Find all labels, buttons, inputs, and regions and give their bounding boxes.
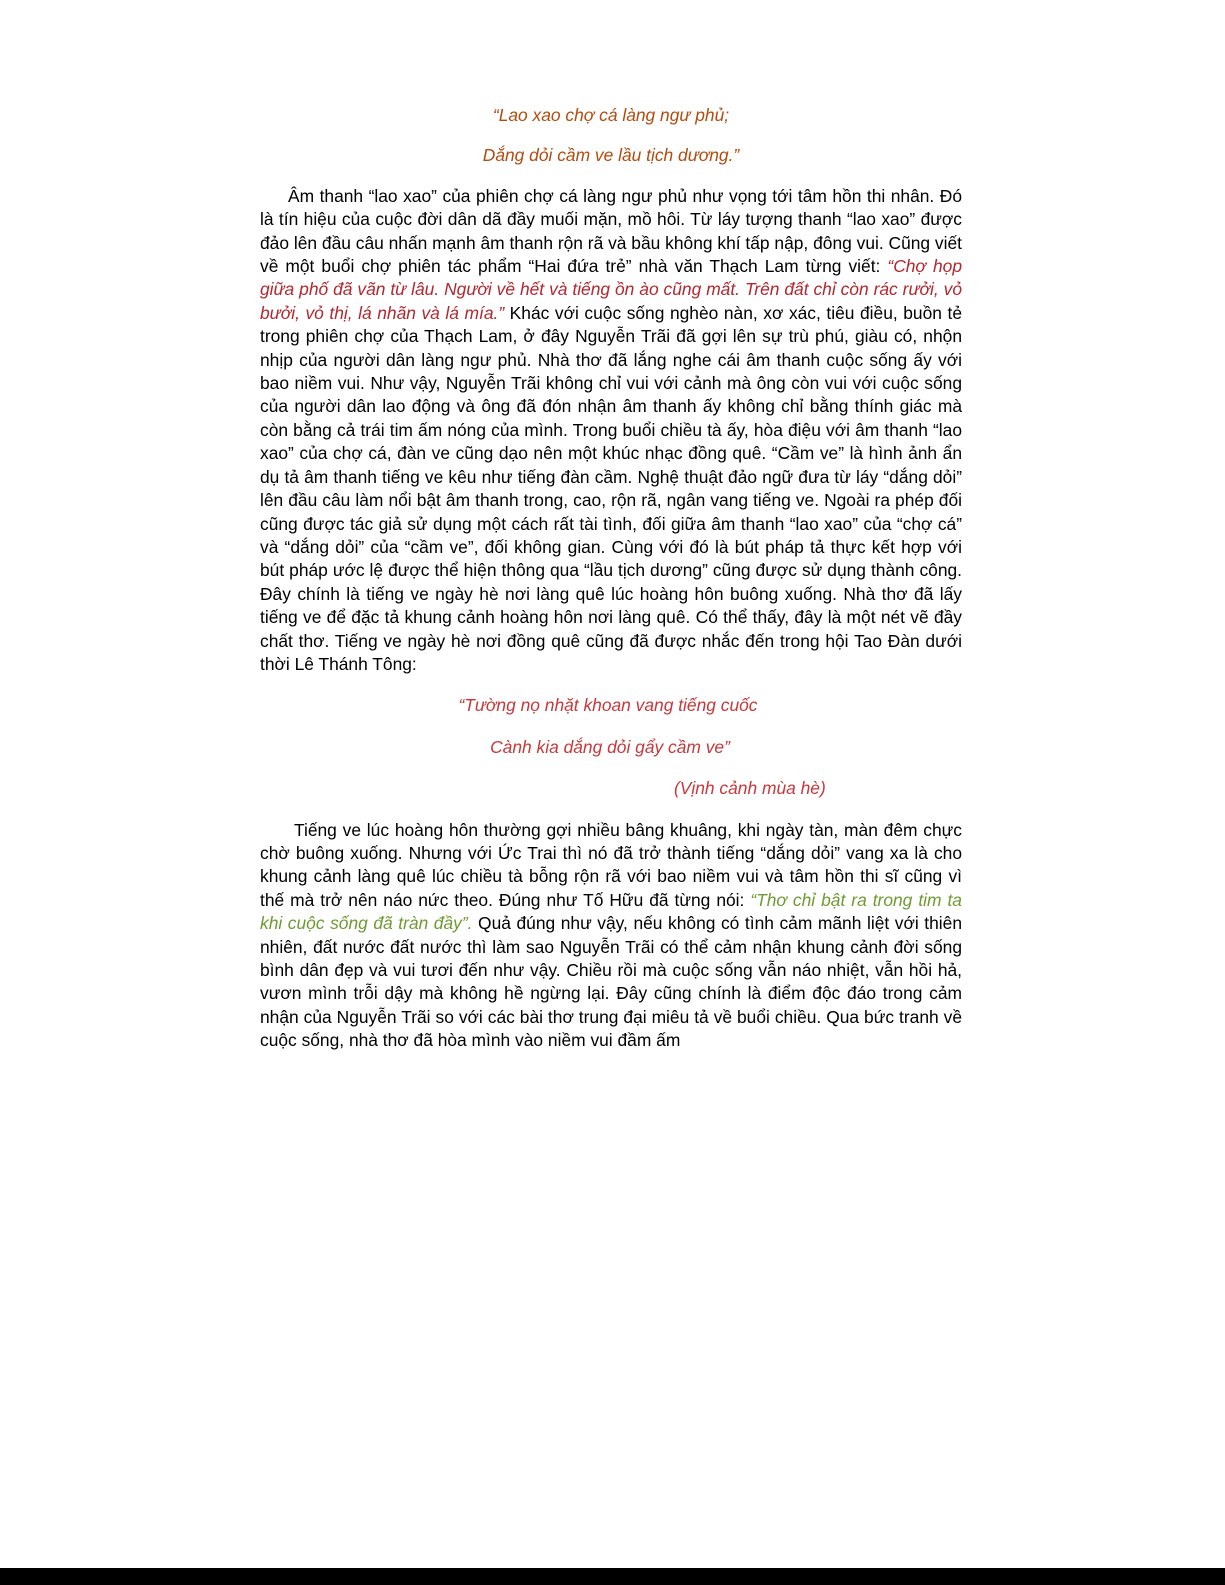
paragraph-2-text-a: Tiếng ve lúc hoàng hôn thường gợi nhiều bâng khuâng, khi ngày tàn, màn đêm chực chờ buông xuống. Nhưng với Ức Trai thì nó đã trở thành tiếng “dắng dỏi” vang xa là cho khung cảnh làng quê lúc chiều tà bỗng rộn rã với bao niềm vui và tâm hồn thi sĩ cũng vì thế mà trở nên náo nức theo. Đúng như Tố Hữu đã từng nói: [260, 819, 962, 910]
verse-top-line-1: “Lao xao chợ cá làng ngư phủ; [492, 105, 730, 125]
spacer [260, 127, 962, 144]
paragraph-2-text-b: Quả đúng như vậy, nếu không có tình cảm mãnh liệt với thiên nhiên, đất nước đất nước thì làm sao Nguyễn Trãi có thể cảm nhận khung cảnh đời sống bình dân đẹp và vui tươi đến như vậy. Chiều rồi mà cuộc sống vẫn náo nhiệt, vẫn hồi hả, vươn mình trỗi dậy mà không hề ngừng lại. Đây cũng chính là điểm độc đáo trong cảm nhận của Nguyễn Trãi so với các bài thơ trung đại miêu tả về buổi chiều. Qua bức tranh về cuộc sống, nhà thơ đã hòa mình vào niềm vui đầm ấm [260, 913, 962, 1051]
spacer [260, 759, 962, 777]
spacer [260, 718, 962, 736]
spacer [260, 676, 962, 694]
paragraph-1-text-b: Khác với cuộc sống nghèo nàn, xơ xác, tiêu điều, buồn tẻ trong phiên chợ của Thạch Lam, ở đây Nguyễn Trãi đã gợi lên sự trù phú, giàu có, nhộn nhịp của người dân làng ngư phủ. Nhà thơ đã lắng nghe cái âm thanh cuộc sống ấy với bao niềm vui. Như vậy, Nguyễn Trãi không chỉ vui với cảnh mà ông còn vui với cuộc sống của người dân lao động và ông đã đón nhận âm thanh ấy không chỉ bằng thính giác mà còn bằng cả trái tim ấm nóng của mình. Trong buổi chiều tà ấy, hòa điệu với âm thanh “lao xao” của chợ cá, đàn ve cũng dạo nên một khúc nhạc đồng quê. “Cầm ve” là hình ảnh ẩn dụ tả âm thanh tiếng ve kêu như tiếng đàn cầm. Nghệ thuật đảo ngữ đưa từ láy “dắng dỏi” lên đầu câu làm nổi bật âm thanh trong, cao, rộn rã, ngân vang tiếng ve. Ngoài ra phép đối cũng được tác giả sử dụng một cách rất tài tình, đối giữa âm thanh “lao xao” của “chợ cá” và “dắng dỏi” của “cầm ve”, đối không gian. Cùng với đó là bút pháp tả thực kết hợp với bút pháp ước lệ được thể hiện thông qua “lầu tịch dương” cũng được sử dụng thành công. Đây chính là tiếng ve ngày hè nơi làng quê lúc hoàng hôn buông xuống. Nhà thơ đã lấy tiếng ve để đặc tả khung cảnh hoàng hôn nơi làng quê. Có thể thấy, đây là một nét vẽ đầy chất thơ. Tiếng ve ngày hè nơi đồng quê cũng đã được nhắc đến trong hội Tao Đàn dưới thời Lê Thánh Tông: [260, 302, 963, 674]
verse-middle-line-2: Cành kia dắng dỏi gẩy cầm ve” [490, 736, 730, 757]
paragraph-1 [260, 185, 962, 677]
verse-source: (Vịnh cảnh mùa hè) [674, 778, 826, 799]
paragraph-1-text-a: Âm thanh “lao xao” của phiên chợ cá làng ngư phủ như vọng tới tâm hồn thi nhân. Đó là tín hiệu của cuộc đời dân dã đầy muối mặn, mồ hôi. Từ láy tượng thanh “lao xao” được đảo lên đầu câu nhấn mạnh âm thanh rộn rã và bầu không khí tấp nập, đông vui. Cũng viết về một buổi chợ phiên tác phẩm “Hai đứa trẻ” nhà văn Thạch Lam từng viết: [260, 185, 962, 277]
to-huu-quote: “Thơ chỉ bật ra trong tim ta khi cuộc sống đã tràn đầy”. [260, 889, 962, 934]
spacer [260, 801, 962, 819]
thach-lam-quote: “Chợ họp giữa phố đã vãn từ lâu. Người về hết và tiếng ồn ào cũng mất. Trên đất chỉ còn rác rưởi, vỏ bưởi, vỏ thị, lá nhãn và lá mía.” [260, 256, 962, 323]
verse-middle-line-1: “Tường nọ nhặt khoan vang tiếng cuốc [458, 695, 758, 716]
page-content [260, 104, 962, 1053]
bottom-border [0, 1568, 1225, 1585]
spacer [260, 168, 962, 185]
verse-top-line-2: Dắng dỏi cầm ve lầu tịch dương.” [482, 145, 740, 166]
paragraph-2 [260, 819, 962, 1053]
